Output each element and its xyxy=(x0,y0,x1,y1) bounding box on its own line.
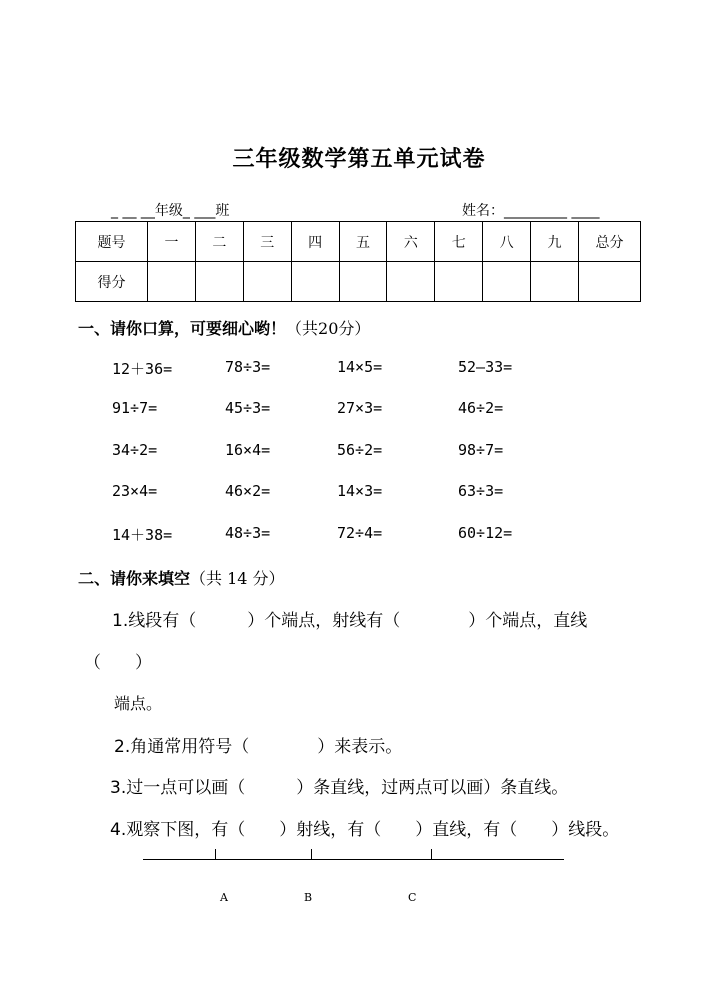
equation: 52—33= xyxy=(458,358,513,376)
equation: 14×5= xyxy=(337,358,383,376)
equation: 45÷3= xyxy=(225,399,271,417)
equation: 63÷3= xyxy=(458,482,504,500)
equation: 56÷2= xyxy=(337,441,383,459)
question-3: 3.过一点可以画（ ）条直线，过两点可以画）条直线。 xyxy=(110,778,569,798)
equation: 14×3= xyxy=(337,482,383,500)
column-header-total: 总分 xyxy=(579,222,641,262)
score-cell[interactable] xyxy=(483,262,531,302)
point-label-c: C xyxy=(408,891,417,904)
column-header-9: 九 xyxy=(531,222,579,262)
equation: 98÷7= xyxy=(458,441,504,459)
equation: 46÷2= xyxy=(458,399,504,417)
table-header-cell: 得分 xyxy=(76,262,148,302)
point-label-a: A xyxy=(220,891,228,904)
grade-class-line xyxy=(111,200,229,220)
score-cell[interactable] xyxy=(339,262,387,302)
section1-points: （共20分） xyxy=(286,319,371,338)
figure-baseline xyxy=(143,859,564,860)
section1-heading xyxy=(78,316,370,339)
equation: 34÷2= xyxy=(112,441,158,459)
section2-heading xyxy=(78,566,285,589)
figure-tick-c xyxy=(431,849,432,860)
question-1-line1: 1.线段有（ ）个端点，射线有（ ）个端点，直线 xyxy=(112,611,588,631)
table-row xyxy=(76,222,641,262)
equation: 78÷3= xyxy=(225,358,271,376)
score-cell[interactable] xyxy=(387,262,435,302)
section2-title: 二、请你来填空 xyxy=(78,569,191,588)
class-label: 班 xyxy=(215,203,230,219)
equation: 14＋38= xyxy=(112,526,173,544)
question-2: 2.角通常用符号（ ）来表示。 xyxy=(114,737,403,757)
column-header-7: 七 xyxy=(435,222,483,262)
equation: 46×2= xyxy=(225,482,271,500)
name-label: 姓名： xyxy=(462,203,504,219)
score-cell[interactable] xyxy=(243,262,291,302)
column-header-3: 三 xyxy=(243,222,291,262)
column-header-8: 八 xyxy=(483,222,531,262)
equation: 60÷12= xyxy=(458,524,513,542)
point-label-b: B xyxy=(304,891,313,904)
figure-tick-b xyxy=(311,849,312,860)
section1-title: 一、请你口算，可要细心哟！ xyxy=(78,319,287,338)
question-1-line2: （ ） xyxy=(84,653,152,673)
table-row xyxy=(76,262,641,302)
equation: 23×4= xyxy=(112,482,158,500)
page-title: 三年级数学第五单元试卷 xyxy=(232,146,486,172)
figure-tick-a xyxy=(215,849,216,860)
equation: 27×3= xyxy=(337,399,383,417)
equation: 72÷4= xyxy=(337,524,383,542)
equation: 91÷7= xyxy=(112,399,158,417)
section2-points: （共 14 分） xyxy=(190,569,285,588)
column-header-6: 六 xyxy=(387,222,435,262)
score-table xyxy=(75,221,641,302)
column-header-2: 二 xyxy=(195,222,243,262)
score-cell[interactable] xyxy=(579,262,641,302)
name-blank[interactable]: _________ ____ xyxy=(504,203,600,219)
equation: 16×4= xyxy=(225,441,271,459)
equation: 48÷3= xyxy=(225,524,271,542)
column-header-5: 五 xyxy=(339,222,387,262)
question-4: 4.观察下图，有（ ）射线，有（ ）直线，有（ ）线段。 xyxy=(110,820,620,840)
equation: 12＋36= xyxy=(112,360,173,378)
score-cell[interactable] xyxy=(531,262,579,302)
score-cell[interactable] xyxy=(291,262,339,302)
column-header-4: 四 xyxy=(291,222,339,262)
column-header-1: 一 xyxy=(148,222,196,262)
question-1-line3: 端点。 xyxy=(114,694,163,713)
score-cell[interactable] xyxy=(195,262,243,302)
grade-label: 年级 xyxy=(154,203,183,219)
class-blank[interactable]: _ ___ xyxy=(182,203,216,219)
score-cell[interactable] xyxy=(148,262,196,302)
grade-blank[interactable]: _ __ __ xyxy=(111,203,155,219)
name-line xyxy=(462,200,599,220)
table-header-cell: 题号 xyxy=(76,222,148,262)
score-cell[interactable] xyxy=(435,262,483,302)
